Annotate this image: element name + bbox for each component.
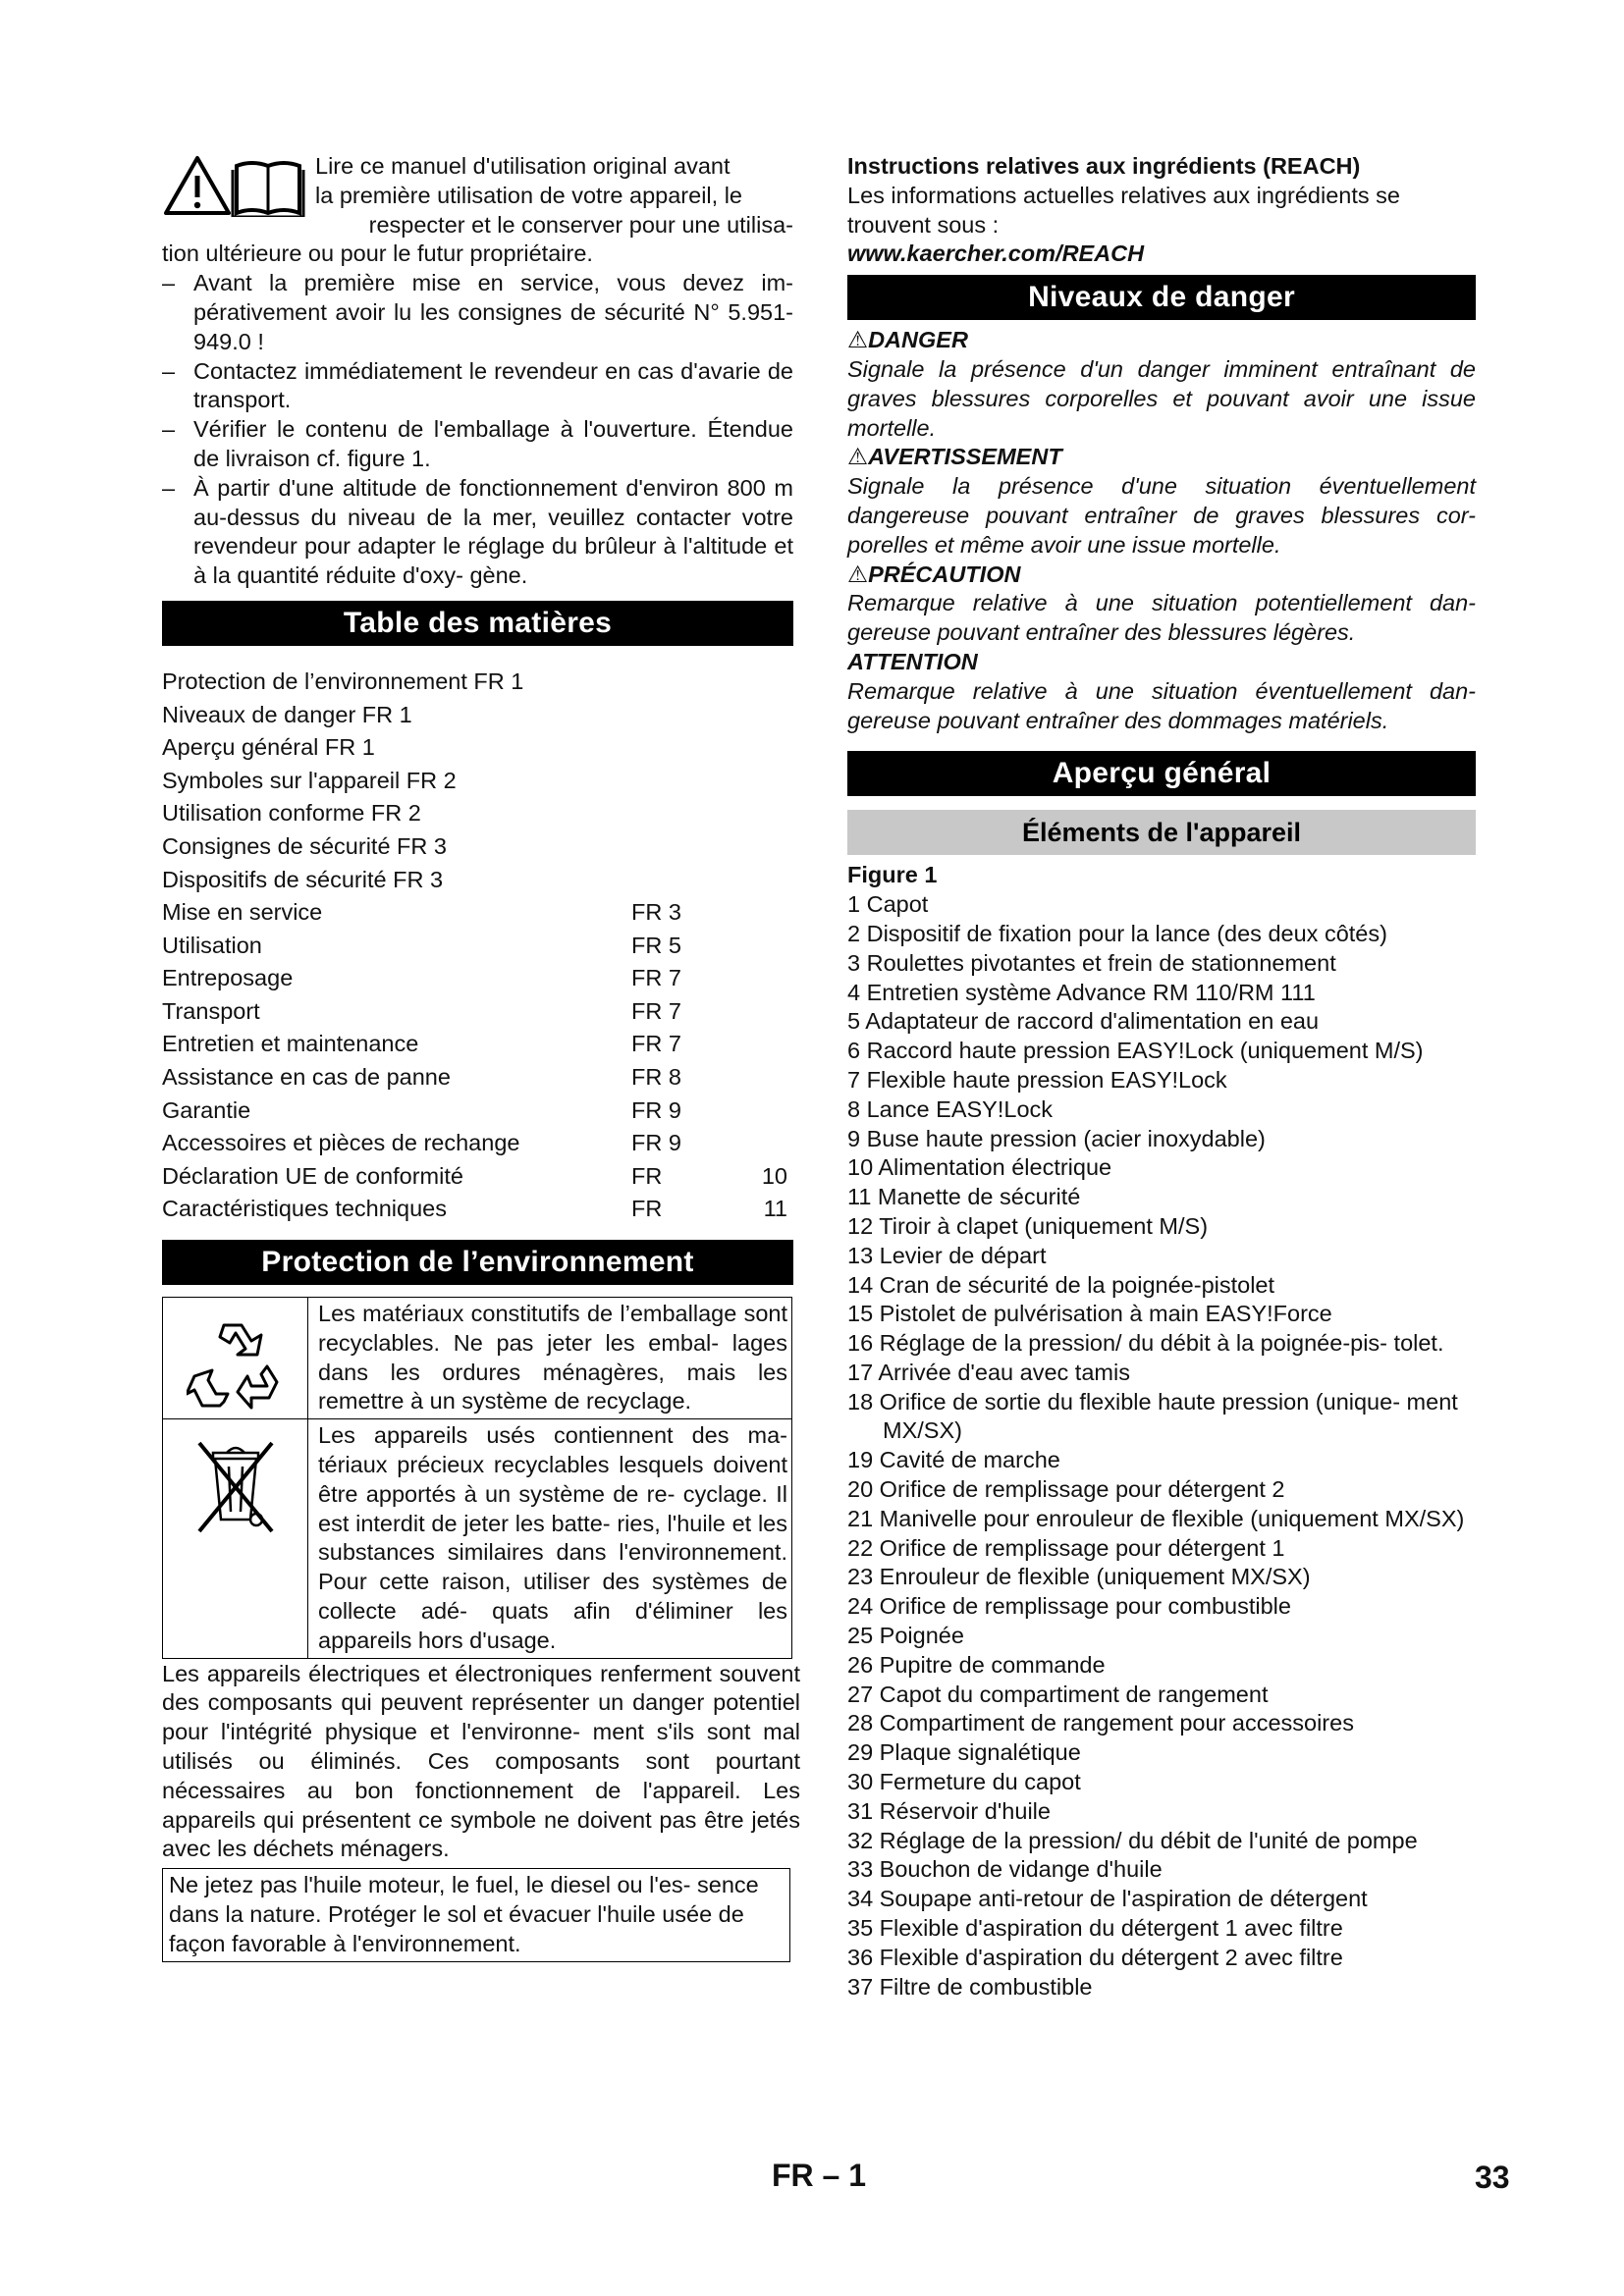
toc-item [162,995,793,1029]
environment-table [162,1297,792,1659]
list-item: 29 Plaque signalétique [847,1739,1081,1766]
warning-triangle-icon: ⚠ [847,561,869,587]
toc-item [162,1061,793,1095]
toc-item-label: Assistance en cas de panne [162,1064,451,1091]
list-item: 24 Orifice de remplissage pour combustible [847,1593,1291,1620]
toc-item [162,1095,793,1128]
left-column [162,152,800,1962]
figure-label: Figure 1 [847,862,938,888]
list-item: 18 Orifice de sortie du flexible haute pression (unique- ment MX/SX) [847,1388,1458,1444]
page-number: 33 [1475,2160,1510,2195]
toc-item-label: Symboles sur l'appareil FR 2 [162,767,457,793]
toc-item [162,962,793,995]
list-item: 34 Soupape anti-retour de l'aspiration de détergent [847,1886,1368,1912]
intro-line-2: la première utilisation de votre appareil, le [315,182,742,208]
table-of-contents [162,666,793,1226]
list-item: 25 Poignée [847,1623,964,1649]
environment-heading: Protection de l’environnement [162,1240,793,1285]
toc-item-label: Garantie [162,1096,251,1123]
toc-item-page: FR 5 [631,932,681,958]
list-item: 31 Réservoir d'huile [847,1797,1051,1824]
danger-levels-list [847,326,1476,735]
list-item: 27 Capot du compartiment de rangement [847,1681,1269,1707]
list-item: 28 Compartiment de rangement pour accessoires [847,1710,1354,1736]
toc-item-page-number: 10 [761,1162,787,1189]
danger-level-heading: ⚠DANGER [847,327,968,353]
list-item: 23 Enrouleur de flexible (uniquement MX/SX) [847,1564,1311,1590]
toc-item-label: Dispositifs de sécurité FR 3 [162,866,444,892]
danger-level-text: Signale la présence d'un danger imminent entraînant de graves blessures corporelles et pouvant avoir une issue mortelle. [847,355,1476,441]
toc-item-page: FR 3 [631,899,681,926]
electro-text: Les appareils électriques et électroniques renferment souvent des composants qui peuvent représenter un danger potentiel pour l'intégrité physique et l'environne- ment s'ils sont mal utilisés ou éliminés. Ces composants sont pourtant nécessaires au bon fonctionnement de l'appareil. Les appareils qui présentent ce symbole ne doivent pas être jetés avec les déchets ménagers. [162,1660,800,1862]
toc-item [162,699,793,732]
toc-item [162,666,793,699]
list-item: 6 Raccord haute pression EASY!Lock (uniquement M/S) [847,1038,1424,1064]
reach-title: Instructions relatives aux ingrédients (REACH) [847,153,1361,179]
list-item: 7 Flexible haute pression EASY!Lock [847,1066,1227,1093]
toc-item [162,896,793,930]
weee-text: Les appareils usés contiennent des ma- tériaux précieux recyclables lesquels doivent être apportés à un système de re- cyclage. Il est interdit de jeter les batte- ries, l'huile et les substances similaires dans l'environnement. Pour cette raison, utiliser des systèmes de collecte adé- quats afin d'éliminer les appareils hors d'usage. [318,1422,787,1653]
intro-line-1: Lire ce manuel d'utilisation original avant [315,153,731,179]
toc-item [162,1127,793,1160]
toc-item [162,731,793,765]
intro-bullets [162,269,793,591]
list-item: 9 Buse haute pression (acier inoxydable) [847,1125,1266,1151]
toc-item-page: FR [631,1196,663,1222]
weee-row [163,1418,791,1657]
oil-notice: Ne jetez pas l'huile moteur, le fuel, le diesel ou l'es- sence dans la nature. Protéger le sol et évacuer l'huile usée de façon favorable à l'environnement. [162,1868,790,1961]
crossed-bin-icon [163,1419,308,1657]
recycle-text: Les matériaux constitutifs de l’emballage sont recyclables. Ne pas jeter les embal- lages dans les ordures ménagères, mais les remettre à un système de recyclage. [318,1301,787,1415]
toc-item [162,1160,793,1194]
toc-item [162,1028,793,1061]
list-item: – Vérifier le contenu de l'emballage à l'ouverture. Étendue de livraison cf. figure 1. [162,416,793,471]
list-item: 35 Flexible d'aspiration du détergent 1 avec filtre [847,1915,1343,1942]
list-item: 30 Fermeture du capot [847,1769,1081,1795]
toc-item [162,1193,793,1226]
list-item: 26 Pupitre de commande [847,1651,1106,1678]
toc-item-label: Utilisation [162,932,262,958]
toc-item [162,830,793,864]
list-item: 21 Manivelle pour enrouleur de flexible (uniquement MX/SX) [847,1505,1465,1531]
toc-item-label: Mise en service [162,899,323,926]
toc-item-label: Aperçu général FR 1 [162,734,375,761]
list-item: 8 Lance EASY!Lock [847,1095,1054,1122]
list-item: 20 Orifice de remplissage pour détergent 2 [847,1476,1285,1503]
warning-book-icons [162,152,307,221]
list-item: 17 Arrivée d'eau avec tamis [847,1359,1130,1385]
toc-item-page: FR [631,1162,663,1189]
danger-level-heading: ATTENTION [847,648,978,674]
toc-item-label: Protection de l’environnement FR 1 [162,667,524,694]
list-item: 32 Réglage de la pression/ du débit de l'unité de pompe [847,1827,1418,1853]
toc-item [162,765,793,798]
list-item: 36 Flexible d'aspiration du détergent 2 avec filtre [847,1944,1343,1970]
danger-level-heading: ⚠AVERTISSEMENT [847,444,1062,470]
intro-line-3: respecter et le conserver pour une utilisa- [368,211,793,238]
manual-book-icon [233,163,303,217]
toc-heading: Table des matières [162,601,793,646]
list-item: 14 Cran de sécurité de la poignée-pistolet [847,1271,1275,1298]
toc-item-page: FR 7 [631,1031,681,1057]
list-item: 37 Filtre de combustible [847,1973,1093,2000]
toc-item-label: Entreposage [162,965,294,991]
list-item: 3 Roulettes pivotantes et frein de stationnement [847,949,1336,976]
toc-item-label: Déclaration UE de conformité [162,1162,463,1189]
danger-level-heading: ⚠PRÉCAUTION [847,561,1021,587]
danger-level-text: Remarque relative à une situation potentiellement dan- gereuse pouvant entraîner des blessures légères. [847,590,1476,646]
warning-triangle-icon: ⚠ [847,444,869,470]
toc-item-page: FR 9 [631,1130,681,1156]
reach-text: Les informations actuelles relatives aux ingrédients se trouvent sous : [847,182,1400,238]
toc-item-label: Consignes de sécurité FR 3 [162,832,447,859]
device-elements-list [847,890,1476,2002]
list-item: 15 Pistolet de pulvérisation à main EASY!Force [847,1301,1332,1327]
device-elements-heading: Éléments de l'appareil [847,810,1476,855]
recycle-icon [163,1298,308,1418]
list-item: 16 Réglage de la pression/ du débit à la poignée-pis- tolet. [847,1330,1444,1357]
list-item: 4 Entretien système Advance RM 110/RM 111 [847,979,1316,1005]
danger-levels-heading: Niveaux de danger [847,275,1476,320]
toc-item-page: FR 8 [631,1064,681,1091]
list-item: 33 Bouchon de vidange d'huile [847,1856,1163,1883]
danger-level-text: Remarque relative à une situation éventuellement dan- gereuse pouvant entraîner des dommages matériels. [847,677,1476,733]
list-item: 10 Alimentation électrique [847,1154,1112,1181]
list-item: – Contactez immédiatement le revendeur en cas d'avarie de transport. [162,357,793,413]
toc-item-label: Niveaux de danger FR 1 [162,701,412,727]
list-item: – À partir d'une altitude de fonctionnement d'environ 800 m au-dessus du niveau de la mer, veuillez contacter votre revendeur pour adapter le réglage du brûleur à l'altitude et à la quantité réduite d'oxy- gène. [162,474,793,589]
recycle-row [163,1298,791,1418]
intro-block [162,152,793,269]
right-column [847,152,1476,2002]
page-section-label: FR – 1 [772,2158,867,2193]
toc-item-label: Transport [162,997,260,1024]
toc-item [162,930,793,963]
toc-item-label: Utilisation conforme FR 2 [162,800,421,827]
reach-url: www.kaercher.com/REACH [847,240,1145,267]
danger-level-text: Signale la présence d'une situation éventuellement dangereuse pouvant entraîner de graves blessures cor- porelles et même avoir une issue mortelle. [847,473,1476,558]
toc-item [162,797,793,830]
warning-triangle-icon [162,152,307,217]
list-item: 1 Capot [847,891,929,918]
toc-item [162,864,793,897]
toc-item-page-number: 11 [763,1196,787,1222]
list-item: 22 Orifice de remplissage pour détergent 1 [847,1534,1285,1561]
list-item: 13 Levier de départ [847,1242,1047,1268]
overview-heading: Aperçu général [847,751,1476,796]
list-item: 19 Cavité de marche [847,1447,1060,1473]
warning-triangle-icon: ⚠ [847,327,869,353]
list-item: 2 Dispositif de fixation pour la lance (des deux côtés) [847,920,1387,946]
toc-item-label: Accessoires et pièces de rechange [162,1130,520,1156]
toc-item-label: Entretien et maintenance [162,1031,419,1057]
intro-continuation: tion ultérieure ou pour le futur propriétaire. [162,240,593,267]
toc-item-page: FR 9 [631,1096,681,1123]
toc-item-page: FR 7 [631,997,681,1024]
list-item: – Avant la première mise en service, vous devez im- pérativement avoir lu les consignes de sécurité N° 5.951-949.0 ! [162,270,793,354]
list-item: 11 Manette de sécurité [847,1184,1081,1210]
list-item: 12 Tiroir à clapet (uniquement M/S) [847,1212,1209,1239]
toc-item-label: Caractéristiques techniques [162,1196,447,1222]
toc-item-page: FR 7 [631,965,681,991]
list-item: 5 Adaptateur de raccord d'alimentation en eau [847,1008,1320,1035]
